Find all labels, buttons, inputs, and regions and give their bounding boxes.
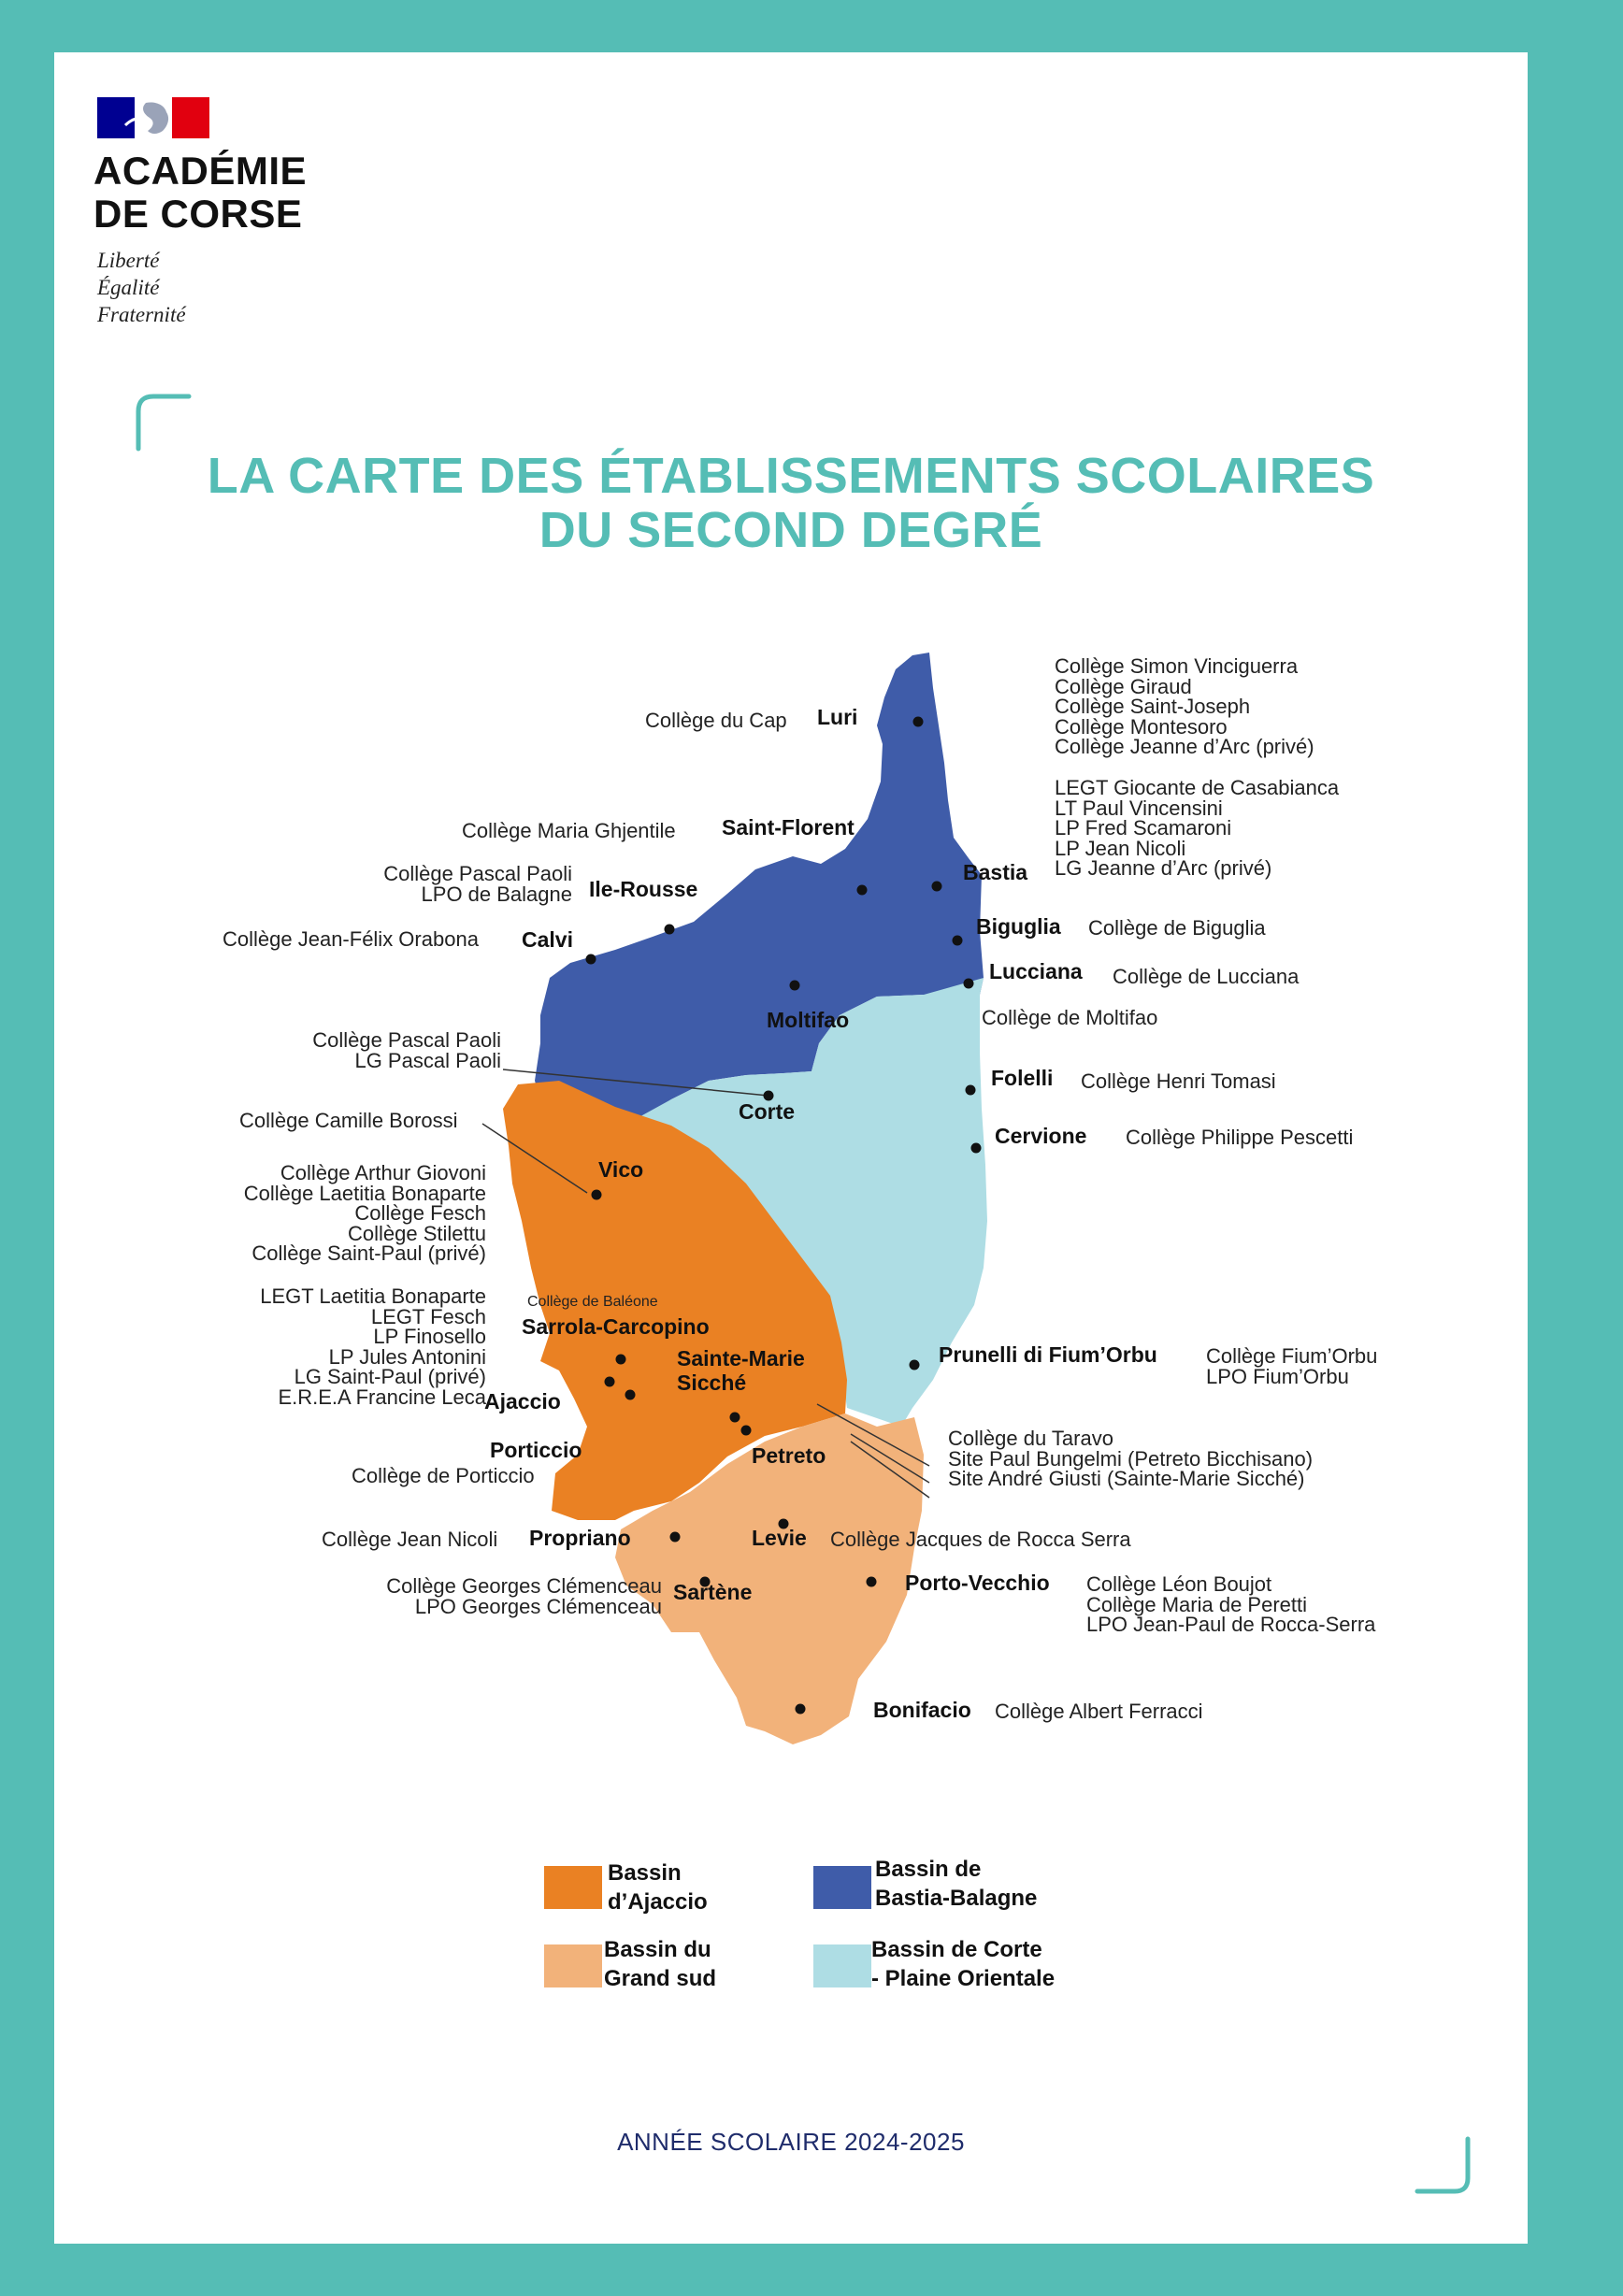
school-item: Collège Maria Ghjentile [462, 819, 676, 842]
town-prunelli: Prunelli di Fium’Orbu [939, 1342, 1157, 1367]
town-bastia: Bastia [963, 860, 1028, 884]
town-porto-vecchio: Porto-Vecchio [905, 1571, 1050, 1595]
schools-sartene [335, 1576, 662, 1616]
school-item: Site André Giusti (Sainte-Marie Sicché) [948, 1467, 1305, 1490]
town-ajaccio: Ajaccio [484, 1389, 561, 1413]
school-item: LG Jeanne d’Arc (privé) [1055, 856, 1272, 880]
schools-ajaccio-colleges [176, 1163, 486, 1264]
town-ile-rousse: Ile-Rousse [589, 877, 698, 901]
schools-prunelli [1206, 1346, 1377, 1386]
dot-biguglia[interactable] [953, 936, 963, 946]
legend-corte [871, 1935, 1055, 1993]
town-calvi: Calvi [522, 927, 573, 952]
schools-biguglia [1088, 918, 1266, 939]
school-item: E.R.E.A Francine Leca [278, 1385, 486, 1409]
dot-porto-vecchio[interactable] [867, 1577, 877, 1587]
town-petreto: Petreto [752, 1443, 826, 1468]
legend-swatch-corte [813, 1944, 871, 1987]
school-item: Collège Montesoro [1055, 714, 1228, 739]
legend-text: Bassin [608, 1860, 682, 1886]
schools-moltifao [982, 1008, 1157, 1028]
school-item: LP Jean Nicoli [1055, 836, 1186, 860]
town-levie: Levie [752, 1526, 807, 1550]
school-item: LPO Jean-Paul de Rocca-Serra [1086, 1613, 1376, 1636]
dot-sarrola[interactable] [616, 1355, 626, 1365]
legend-text: - Plaine Orientale [871, 1966, 1056, 1991]
legend-swatch-bastia [813, 1866, 871, 1909]
schools-calvi [223, 929, 479, 950]
schools-lucciana [1113, 967, 1299, 987]
school-item: Collège Laetitia Bonaparte [243, 1181, 486, 1205]
title-line-1: LA CARTE DES ÉTABLISSEMENTS SCOLAIRES [207, 448, 1375, 504]
dot-folelli[interactable] [966, 1085, 976, 1096]
legend-text: Bassin du [604, 1937, 711, 1962]
dot-ajaccio-2[interactable] [625, 1390, 636, 1400]
legend-grand-sud [604, 1935, 716, 1993]
school-item: LG Pascal Paoli [354, 1048, 501, 1072]
school-item: Collège Philippe Pescetti [1126, 1126, 1354, 1149]
school-item: Collège Fium’Orbu [1206, 1344, 1378, 1368]
town-saint-florent: Saint-Florent [722, 815, 855, 839]
legend-text: Bassin de Corte [871, 1937, 1042, 1962]
schools-propriano [322, 1529, 497, 1550]
town-sainte-marie-line-1: Sainte-Marie [677, 1346, 805, 1370]
town-luri: Luri [817, 705, 858, 729]
motto-egalite: Égalité [97, 276, 160, 299]
schools-bonifacio [995, 1701, 1203, 1722]
school-item: Collège du Taravo [948, 1427, 1113, 1450]
schools-porto-vecchio [1086, 1574, 1375, 1635]
dot-ajaccio-1[interactable] [605, 1377, 615, 1387]
school-item: LPO Georges Clémenceau [414, 1594, 662, 1618]
town-lucciana: Lucciana [989, 959, 1083, 983]
school-item: LG Saint-Paul (privé) [294, 1365, 486, 1388]
school-item: Collège Fesch [354, 1201, 486, 1225]
school-item: Collège Simon Vinciguerra [1055, 654, 1299, 678]
town-moltifao: Moltifao [767, 1008, 850, 1032]
school-item: Collège Jacques de Rocca Serra [830, 1528, 1131, 1551]
school-item: Collège Jeanne d’Arc (privé) [1055, 735, 1314, 758]
dot-calvi[interactable] [586, 954, 596, 965]
legend-text: Bastia-Balagne [875, 1886, 1038, 1911]
school-college-du-cap: Collège du Cap [645, 709, 787, 732]
town-porticcio: Porticcio [490, 1438, 582, 1462]
title-line-2: DU SECOND DEGRÉ [539, 502, 1043, 558]
schools-corte [288, 1030, 501, 1070]
motto-fraternite: Fraternité [97, 303, 186, 326]
school-item: Collège Albert Ferracci [995, 1700, 1203, 1723]
school-item: Collège de Biguglia [1088, 916, 1266, 940]
dot-ile-rousse[interactable] [665, 925, 675, 935]
school-item: Collège de Porticcio [352, 1464, 535, 1487]
schools-vico [239, 1111, 458, 1131]
dot-lucciana[interactable] [964, 979, 974, 989]
school-baleone: Collège de Baléone [527, 1294, 658, 1310]
school-item: LEGT Laetitia Bonaparte [260, 1284, 486, 1308]
schools-folelli [1081, 1071, 1276, 1092]
dot-petreto[interactable] [741, 1426, 752, 1436]
legend-text: Grand sud [604, 1966, 717, 1991]
schools-levie [830, 1529, 1131, 1550]
school-item: Collège Pascal Paoli [383, 862, 572, 885]
dot-bastia[interactable] [932, 882, 942, 892]
school-item: Collège Henri Tomasi [1081, 1069, 1276, 1093]
school-item: LEGT Giocante de Casabianca [1055, 776, 1340, 799]
town-cervione: Cervione [995, 1124, 1087, 1148]
schools-porticcio [352, 1466, 535, 1486]
school-item: Collège Camille Borossi [239, 1109, 458, 1132]
school-item: LP Finosello [373, 1325, 486, 1348]
schools-bastia-colleges [1055, 656, 1314, 757]
schools-ile-rousse [376, 864, 572, 904]
town-sainte-marie-line-2: Sicché [677, 1370, 747, 1395]
schools-taravo [948, 1428, 1313, 1489]
legend-ajaccio [608, 1858, 708, 1916]
motto-liberte: Liberté [97, 249, 160, 272]
schools-cervione [1126, 1127, 1353, 1148]
school-item: Collège Saint-Joseph [1055, 695, 1251, 718]
town-bonifacio: Bonifacio [873, 1698, 971, 1722]
school-item: Collège Saint-Paul (privé) [251, 1241, 486, 1265]
academy-line-1: ACADÉMIE [93, 149, 308, 193]
school-item: LPO Fium’Orbu [1206, 1364, 1349, 1388]
school-item: LT Paul Vincensini [1055, 796, 1223, 820]
school-item: Collège Georges Clémenceau [386, 1574, 662, 1598]
school-item: Collège Jean-Félix Orabona [223, 927, 479, 951]
town-biguglia: Biguglia [976, 914, 1061, 939]
legend-swatch-grand-sud [544, 1944, 602, 1987]
town-folelli: Folelli [991, 1066, 1054, 1090]
town-sainte-marie [677, 1346, 805, 1395]
academy-line-2: DE CORSE [93, 192, 303, 236]
town-vico: Vico [598, 1157, 644, 1182]
schools-luri [645, 710, 787, 731]
dot-sainte-marie[interactable] [730, 1413, 740, 1423]
legend-swatch-ajaccio [544, 1866, 602, 1909]
schools-bastia-lycees [1055, 778, 1339, 879]
dot-bonifacio[interactable] [796, 1704, 806, 1715]
dot-propriano[interactable] [670, 1532, 681, 1543]
schools-ajaccio-lycees [176, 1286, 486, 1407]
dot-vico[interactable] [592, 1190, 602, 1200]
page-sheet [54, 52, 1528, 2244]
school-item: Collège Arthur Giovoni [280, 1161, 486, 1184]
town-sartene: Sartène [673, 1580, 753, 1604]
school-item: Collège de Lucciana [1113, 965, 1300, 988]
town-corte: Corte [739, 1099, 796, 1124]
dot-saint-florent[interactable] [857, 885, 868, 896]
dot-luri[interactable] [913, 717, 924, 727]
school-item: Site Paul Bungelmi (Petreto Bicchisano) [948, 1446, 1314, 1471]
dot-moltifao[interactable] [790, 981, 800, 991]
school-item: Collège Giraud [1055, 674, 1192, 698]
school-item: Collège de Moltifao [982, 1006, 1158, 1029]
school-item: Collège Pascal Paoli [312, 1028, 501, 1052]
legend-text: d’Ajaccio [608, 1889, 708, 1915]
school-item: LEGT Fesch [370, 1304, 486, 1328]
schools-saint-florent [462, 821, 676, 841]
town-propriano: Propriano [529, 1526, 631, 1550]
dot-prunelli[interactable] [910, 1360, 920, 1370]
school-item: Collège Jean Nicoli [322, 1528, 498, 1551]
school-item: LP Jules Antonini [328, 1344, 486, 1369]
dot-cervione[interactable] [971, 1143, 982, 1154]
school-item: Collège Léon Boujot [1086, 1572, 1272, 1596]
legend-bastia [875, 1855, 1037, 1913]
school-item: Collège Stilettu [348, 1221, 486, 1245]
school-item: LP Fred Scamaroni [1055, 816, 1232, 839]
town-sarrola: Sarrola-Carcopino [522, 1314, 710, 1339]
school-item: LPO de Balagne [421, 882, 572, 906]
school-year-footer: ANNÉE SCOLAIRE 2024-2025 [617, 2128, 965, 2156]
school-item: Collège Maria de Peretti [1086, 1592, 1308, 1616]
legend-text: Bassin de [875, 1857, 982, 1882]
